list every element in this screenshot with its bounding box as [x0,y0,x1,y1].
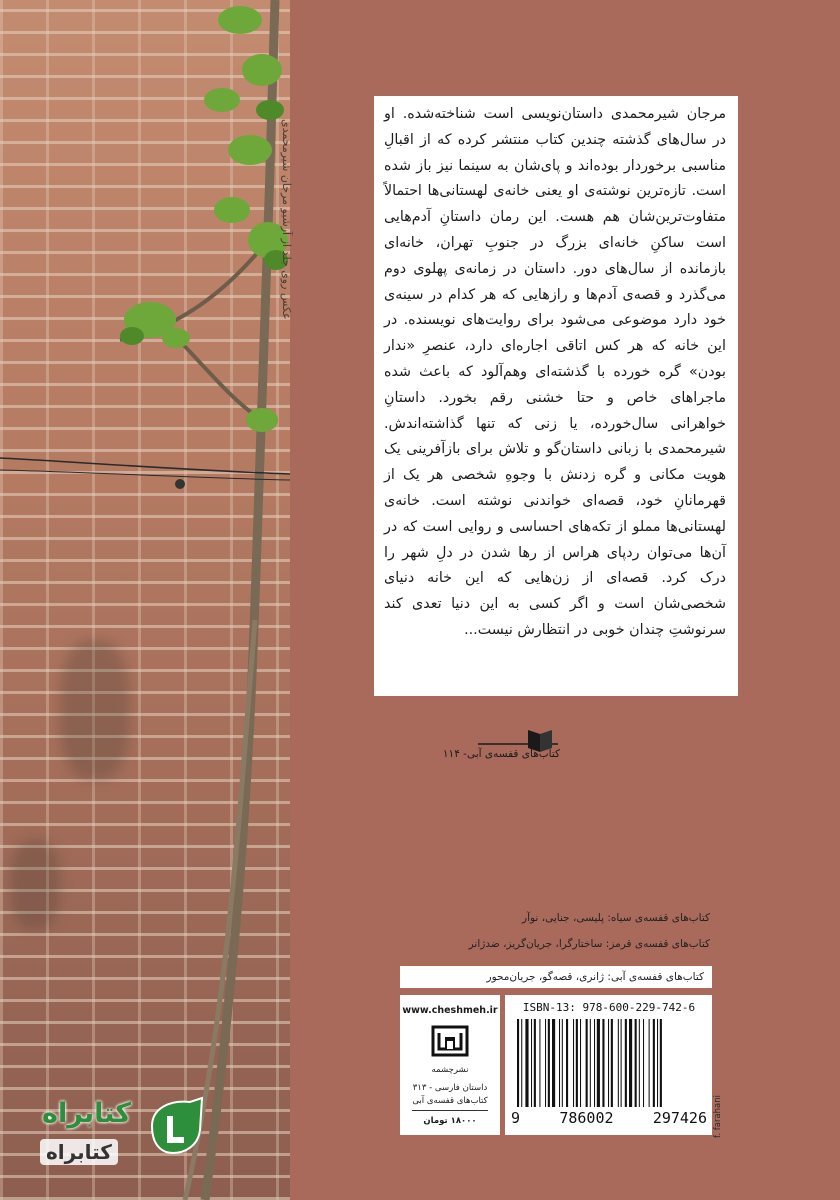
blurb-panel [374,96,738,696]
barcode-bar [625,1019,627,1107]
barcode-bar [618,1019,619,1107]
cover-photo [0,0,290,1200]
barcode-bar [653,1019,655,1107]
barcode-digit-group-1: 786002 [559,1109,614,1127]
barcode-digit-first: 9 [511,1109,521,1127]
barcode-bar [559,1019,560,1107]
barcode-bar [552,1019,555,1107]
barcode-bar [580,1019,581,1107]
barcode-bar [660,1019,662,1107]
barcode-bar [525,1019,528,1107]
barcode-bar [594,1019,595,1107]
tree-illustration [0,0,290,1200]
isbn-label: ISBN-13: 978-600-229-742-6 [522,1001,696,1014]
red-shelf-line: کتاب‌های قفسه‌ی قرمز: ساختارگرا، جریان‌گریز، ضدژانر [468,938,710,950]
ketabrah-watermark [12,1092,212,1192]
publisher-category: داستان فارسی - ۳۱۳ [412,1083,488,1093]
barcode-bar [531,1019,532,1107]
photo-credit: عکس روی جلد از آرشیو مرجان شیرمحمدی [280,119,293,320]
barcode-bar [576,1019,578,1107]
barcode-bar [590,1019,591,1107]
barcode-bar [629,1019,632,1107]
barcode-bar [545,1019,546,1107]
barcode-bar [635,1019,637,1107]
barcode-bar [639,1019,640,1107]
publisher-shelf: کتاب‌های قفسه‌ی آبی [412,1096,488,1106]
barcode-bar [521,1019,522,1107]
price: ۱۸۰۰۰ تومان [423,1116,477,1126]
barcode-bar [608,1019,609,1107]
barcode-box [505,995,712,1135]
series-number: کتاب‌های قفسه‌ی آبی- ۱۱۴ [442,748,560,760]
barcode-digits [511,1109,707,1127]
barcode-bar [517,1019,519,1107]
price-divider [412,1110,488,1111]
barcode-digit-group-2: 297426 [652,1109,707,1127]
barcode-bar [657,1019,658,1107]
barcode-bar [548,1019,550,1107]
barcode-bar [562,1019,563,1107]
barcode-bar [621,1019,622,1107]
barcode-bar [566,1019,568,1107]
barcode-bar [534,1019,536,1107]
barcode-bar [573,1019,574,1107]
barcode-bar [597,1019,600,1107]
barcode-bar [649,1019,650,1107]
publisher-imprint: نشرچشمه [431,1065,469,1075]
cheshmeh-logo-icon [431,1023,469,1059]
designer-credit: f. farahani [713,1095,723,1139]
barcode-bar [539,1019,540,1107]
barcode-bar [602,1019,604,1107]
black-shelf-line: کتاب‌های قفسه‌ی سیاه: پلیسی، جنایی، نوآر [522,912,710,924]
barcode-bar [611,1019,613,1107]
watermark-text-bottom: کتابراه [40,1139,118,1165]
barcode-bar [643,1019,644,1107]
blurb-text: مرجان شیرمحمدی داستان‌نویسی است شناخته‌شده. او در سال‌های گذشته چندین کتاب منتشر کرده که از اقبالِ مناسبی برخوردار بوده‌اند و پای‌شان به سینما نیز باز شده است. تازه‌ترین نوشته‌ی او یعنی خانه‌ی لهستانی‌ها احتمالاً متفاوت‌ترین‌شان هم هست. این رمان داستانِ آدم‌هایی است ساکنِ خانه‌ای بزرگ در جنوبِ تهران، خانه‌ای بازمانده از سال‌های دور. داستان در زمانه‌ی پهلوی دوم می‌گذرد و قصه‌ی آدم‌ها و رازهایی که هر کدام در سینه‌ی خود دارد موضوعی می‌شود برای روایت‌های نویسنده. در این خانه که هر کس اتاقی اجاره‌ای دارد، عنصرِ «ندار بودن» گره خورده با گذشته‌ای وهم‌آلود که باعث شده ماجراهای خاص و حتا خشنی رقم بخورد. داستانِ خواهرانی سال‌خورده، یا زنی که تنها گذاشته‌اندش. شیرمحمدی با زبانی داستان‌گو و تلاش برای بازآفرینی یک هویت مکانی و گره زدنش با وجوهِ شخصی هر یک از قهرمانانِ خود، قصه‌ای خواندنی نوشته است. خانه‌ی لهستانی‌ها مملو از تکه‌های احساسی و روایی است که در آن‌ها می‌توان ردپای هراس از رها شدن در دلِ شهر را درک کرد. قصه‌ای از زن‌هایی که این خانه دنیای شخصی‌شان است و اگر کسی به این دنیا تعدی کند سرنوشتِ چندان خوبی در انتظارش نیست... [384,106,726,638]
publisher-url: www.cheshmeh.ir [402,1005,498,1016]
publisher-box [400,995,500,1135]
blue-shelf-box: کتاب‌های قفسه‌ی آبی: ژانری، قصه‌گو، جریان‌محور [400,966,712,988]
barcode-bars [517,1019,703,1107]
ketabrah-logo-icon [144,1096,206,1158]
watermark-text-top: کتابراه [42,1098,131,1129]
barcode-bar [586,1019,588,1107]
